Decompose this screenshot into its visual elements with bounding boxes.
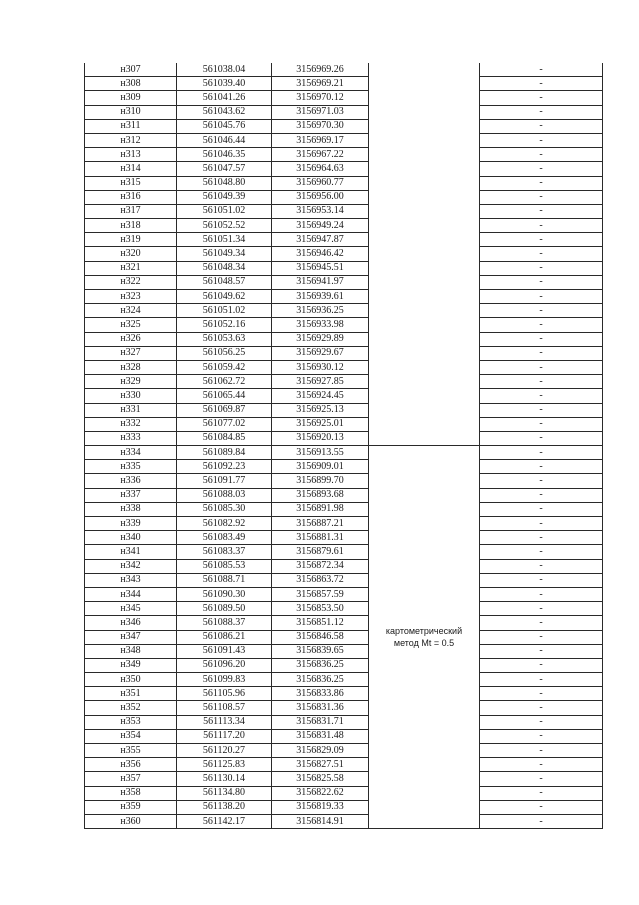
- y-coordinate-cell: 3156846.58: [272, 630, 369, 644]
- table-row: [85, 403, 603, 417]
- y-coordinate-cell: 3156964.63: [272, 162, 369, 176]
- y-coordinate-cell: 3156851.12: [272, 616, 369, 630]
- point-name-cell: н337: [85, 488, 177, 502]
- y-coordinate-cell: 3156929.67: [272, 346, 369, 360]
- point-name-cell: н358: [85, 786, 177, 800]
- y-coordinate-cell: 3156970.12: [272, 91, 369, 105]
- x-coordinate-cell: 561113.34: [177, 715, 272, 729]
- table-row: [85, 673, 603, 687]
- dash-cell: -: [480, 488, 603, 502]
- point-name-cell: н319: [85, 233, 177, 247]
- y-coordinate-cell: 3156831.48: [272, 729, 369, 743]
- point-name-cell: н308: [85, 77, 177, 91]
- x-coordinate-cell: 561082.92: [177, 517, 272, 531]
- table-row: [85, 545, 603, 559]
- point-name-cell: н323: [85, 290, 177, 304]
- x-coordinate-cell: 561125.83: [177, 758, 272, 772]
- y-coordinate-cell: 3156970.30: [272, 119, 369, 133]
- point-name-cell: н326: [85, 332, 177, 346]
- y-coordinate-cell: 3156831.71: [272, 715, 369, 729]
- y-coordinate-cell: 3156930.12: [272, 360, 369, 374]
- dash-cell: -: [480, 119, 603, 133]
- dash-cell: -: [480, 460, 603, 474]
- y-coordinate-cell: 3156887.21: [272, 517, 369, 531]
- table-row: [85, 446, 603, 460]
- y-coordinate-cell: 3156872.34: [272, 559, 369, 573]
- dash-cell: -: [480, 133, 603, 147]
- dash-cell: -: [480, 701, 603, 715]
- x-coordinate-cell: 561045.76: [177, 119, 272, 133]
- x-coordinate-cell: 561051.34: [177, 233, 272, 247]
- point-name-cell: н322: [85, 275, 177, 289]
- x-coordinate-cell: 561091.43: [177, 644, 272, 658]
- dash-cell: -: [480, 332, 603, 346]
- y-coordinate-cell: 3156853.50: [272, 602, 369, 616]
- point-name-cell: н344: [85, 587, 177, 601]
- table-row: [85, 304, 603, 318]
- x-coordinate-cell: 561077.02: [177, 417, 272, 431]
- table-row: [85, 105, 603, 119]
- y-coordinate-cell: 3156881.31: [272, 531, 369, 545]
- dash-cell: -: [480, 275, 603, 289]
- x-coordinate-cell: 561083.49: [177, 531, 272, 545]
- y-coordinate-cell: 3156822.62: [272, 786, 369, 800]
- x-coordinate-cell: 561088.37: [177, 616, 272, 630]
- x-coordinate-cell: 561051.02: [177, 304, 272, 318]
- point-name-cell: н359: [85, 800, 177, 814]
- table-row: [85, 460, 603, 474]
- x-coordinate-cell: 561048.80: [177, 176, 272, 190]
- x-coordinate-cell: 561051.02: [177, 204, 272, 218]
- y-coordinate-cell: 3156971.03: [272, 105, 369, 119]
- y-coordinate-cell: 3156819.33: [272, 800, 369, 814]
- x-coordinate-cell: 561041.26: [177, 91, 272, 105]
- table-row: [85, 715, 603, 729]
- table-row: [85, 119, 603, 133]
- table-row: [85, 190, 603, 204]
- x-coordinate-cell: 561052.52: [177, 219, 272, 233]
- x-coordinate-cell: 561105.96: [177, 687, 272, 701]
- point-name-cell: н332: [85, 417, 177, 431]
- point-name-cell: н340: [85, 531, 177, 545]
- dash-cell: -: [480, 148, 603, 162]
- y-coordinate-cell: 3156969.26: [272, 63, 369, 77]
- y-coordinate-cell: 3156833.86: [272, 687, 369, 701]
- x-coordinate-cell: 561069.87: [177, 403, 272, 417]
- table-row: [85, 375, 603, 389]
- point-name-cell: н343: [85, 573, 177, 587]
- method-text-line: картометрический: [385, 625, 463, 636]
- point-name-cell: н334: [85, 446, 177, 460]
- table-row: [85, 91, 603, 105]
- point-name-cell: н342: [85, 559, 177, 573]
- x-coordinate-cell: 561120.27: [177, 744, 272, 758]
- y-coordinate-cell: 3156936.25: [272, 304, 369, 318]
- point-name-cell: н314: [85, 162, 177, 176]
- point-name-cell: н320: [85, 247, 177, 261]
- x-coordinate-cell: 561117.20: [177, 729, 272, 743]
- dash-cell: -: [480, 233, 603, 247]
- x-coordinate-cell: 561065.44: [177, 389, 272, 403]
- point-name-cell: н325: [85, 318, 177, 332]
- table-row: [85, 644, 603, 658]
- y-coordinate-cell: 3156947.87: [272, 233, 369, 247]
- point-name-cell: н321: [85, 261, 177, 275]
- point-name-cell: н336: [85, 474, 177, 488]
- x-coordinate-cell: 561048.34: [177, 261, 272, 275]
- dash-cell: -: [480, 77, 603, 91]
- dash-cell: -: [480, 431, 603, 445]
- point-name-cell: н348: [85, 644, 177, 658]
- y-coordinate-cell: 3156899.70: [272, 474, 369, 488]
- y-coordinate-cell: 3156945.51: [272, 261, 369, 275]
- table-row: [85, 786, 603, 800]
- y-coordinate-cell: 3156825.58: [272, 772, 369, 786]
- y-coordinate-cell: 3156920.13: [272, 431, 369, 445]
- x-coordinate-cell: 561096.20: [177, 658, 272, 672]
- point-name-cell: н350: [85, 673, 177, 687]
- x-coordinate-cell: 561049.62: [177, 290, 272, 304]
- dash-cell: -: [480, 744, 603, 758]
- x-coordinate-cell: 561099.83: [177, 673, 272, 687]
- point-name-cell: н328: [85, 360, 177, 374]
- point-name-cell: н316: [85, 190, 177, 204]
- table-row: [85, 77, 603, 91]
- dash-cell: -: [480, 786, 603, 800]
- dash-cell: -: [480, 176, 603, 190]
- x-coordinate-cell: 561138.20: [177, 800, 272, 814]
- method-text-line: метод Mt = 0.5: [393, 638, 455, 649]
- y-coordinate-cell: 3156909.01: [272, 460, 369, 474]
- dash-cell: -: [480, 729, 603, 743]
- y-coordinate-cell: 3156925.01: [272, 417, 369, 431]
- point-name-cell: н351: [85, 687, 177, 701]
- table-row: [85, 275, 603, 289]
- y-coordinate-cell: 3156941.97: [272, 275, 369, 289]
- dash-cell: -: [480, 545, 603, 559]
- y-coordinate-cell: 3156967.22: [272, 148, 369, 162]
- x-coordinate-cell: 561062.72: [177, 375, 272, 389]
- dash-cell: -: [480, 474, 603, 488]
- dash-cell: -: [480, 446, 603, 460]
- dash-cell: -: [480, 715, 603, 729]
- table-row: [85, 474, 603, 488]
- point-name-cell: н353: [85, 715, 177, 729]
- table-row: [85, 318, 603, 332]
- x-coordinate-cell: 561085.53: [177, 559, 272, 573]
- table-row: [85, 204, 603, 218]
- dash-cell: -: [480, 687, 603, 701]
- x-coordinate-cell: 561046.44: [177, 133, 272, 147]
- dash-cell: -: [480, 772, 603, 786]
- dash-cell: -: [480, 389, 603, 403]
- point-name-cell: н310: [85, 105, 177, 119]
- dash-cell: -: [480, 105, 603, 119]
- table-row: [85, 814, 603, 828]
- dash-cell: -: [480, 403, 603, 417]
- x-coordinate-cell: 561056.25: [177, 346, 272, 360]
- y-coordinate-cell: 3156829.09: [272, 744, 369, 758]
- table-row: [85, 360, 603, 374]
- table-row: [85, 729, 603, 743]
- point-name-cell: н335: [85, 460, 177, 474]
- y-coordinate-cell: 3156891.98: [272, 502, 369, 516]
- x-coordinate-cell: 561089.84: [177, 446, 272, 460]
- y-coordinate-cell: 3156956.00: [272, 190, 369, 204]
- y-coordinate-cell: 3156827.51: [272, 758, 369, 772]
- table-row: [85, 261, 603, 275]
- x-coordinate-cell: 561049.34: [177, 247, 272, 261]
- point-name-cell: н357: [85, 772, 177, 786]
- dash-cell: -: [480, 190, 603, 204]
- dash-cell: -: [480, 587, 603, 601]
- y-coordinate-cell: 3156969.17: [272, 133, 369, 147]
- point-name-cell: н307: [85, 63, 177, 77]
- y-coordinate-cell: 3156946.42: [272, 247, 369, 261]
- point-name-cell: н346: [85, 616, 177, 630]
- dash-cell: -: [480, 162, 603, 176]
- y-coordinate-cell: 3156836.25: [272, 658, 369, 672]
- point-name-cell: н315: [85, 176, 177, 190]
- dash-cell: -: [480, 204, 603, 218]
- table-row: [85, 658, 603, 672]
- y-coordinate-cell: 3156933.98: [272, 318, 369, 332]
- y-coordinate-cell: 3156969.21: [272, 77, 369, 91]
- point-name-cell: н341: [85, 545, 177, 559]
- y-coordinate-cell: 3156863.72: [272, 573, 369, 587]
- table-row: [85, 573, 603, 587]
- dash-cell: -: [480, 559, 603, 573]
- dash-cell: -: [480, 630, 603, 644]
- dash-cell: -: [480, 517, 603, 531]
- y-coordinate-cell: 3156839.65: [272, 644, 369, 658]
- method-cell-empty: [369, 63, 480, 446]
- table-row: [85, 233, 603, 247]
- table-row: [85, 148, 603, 162]
- table-row: [85, 417, 603, 431]
- dash-cell: -: [480, 573, 603, 587]
- x-coordinate-cell: 561059.42: [177, 360, 272, 374]
- x-coordinate-cell: 561108.57: [177, 701, 272, 715]
- table-row: [85, 219, 603, 233]
- x-coordinate-cell: 561088.71: [177, 573, 272, 587]
- point-name-cell: н317: [85, 204, 177, 218]
- y-coordinate-cell: 3156857.59: [272, 587, 369, 601]
- x-coordinate-cell: 561091.77: [177, 474, 272, 488]
- point-name-cell: н352: [85, 701, 177, 715]
- point-name-cell: н345: [85, 602, 177, 616]
- x-coordinate-cell: 561048.57: [177, 275, 272, 289]
- point-name-cell: н338: [85, 502, 177, 516]
- x-coordinate-cell: 561086.21: [177, 630, 272, 644]
- point-name-cell: н331: [85, 403, 177, 417]
- table-row: [85, 517, 603, 531]
- table-row: [85, 63, 603, 77]
- x-coordinate-cell: 561047.57: [177, 162, 272, 176]
- dash-cell: -: [480, 219, 603, 233]
- x-coordinate-cell: 561130.14: [177, 772, 272, 786]
- point-name-cell: н355: [85, 744, 177, 758]
- point-name-cell: н339: [85, 517, 177, 531]
- point-name-cell: н312: [85, 133, 177, 147]
- y-coordinate-cell: 3156831.36: [272, 701, 369, 715]
- y-coordinate-cell: 3156939.61: [272, 290, 369, 304]
- x-coordinate-cell: 561084.85: [177, 431, 272, 445]
- dash-cell: -: [480, 644, 603, 658]
- table-row: [85, 701, 603, 715]
- table-row: [85, 431, 603, 445]
- y-coordinate-cell: 3156836.25: [272, 673, 369, 687]
- dash-cell: -: [480, 417, 603, 431]
- point-name-cell: н356: [85, 758, 177, 772]
- table-row: [85, 502, 603, 516]
- dash-cell: -: [480, 261, 603, 275]
- y-coordinate-cell: 3156913.55: [272, 446, 369, 460]
- point-name-cell: н347: [85, 630, 177, 644]
- table-row: [85, 290, 603, 304]
- point-name-cell: н329: [85, 375, 177, 389]
- dash-cell: -: [480, 758, 603, 772]
- table-row: [85, 559, 603, 573]
- coordinates-table: [84, 63, 603, 829]
- table-row: [85, 332, 603, 346]
- x-coordinate-cell: 561085.30: [177, 502, 272, 516]
- table-row: [85, 758, 603, 772]
- table-row: [85, 587, 603, 601]
- x-coordinate-cell: 561090.30: [177, 587, 272, 601]
- x-coordinate-cell: 561038.04: [177, 63, 272, 77]
- table-row: [85, 616, 603, 630]
- table-row: [85, 247, 603, 261]
- dash-cell: -: [480, 602, 603, 616]
- y-coordinate-cell: 3156960.77: [272, 176, 369, 190]
- dash-cell: -: [480, 247, 603, 261]
- point-name-cell: н324: [85, 304, 177, 318]
- table-row: [85, 488, 603, 502]
- point-name-cell: н333: [85, 431, 177, 445]
- method-cell: [369, 446, 480, 829]
- x-coordinate-cell: 561142.17: [177, 814, 272, 828]
- x-coordinate-cell: 561088.03: [177, 488, 272, 502]
- table-row: [85, 346, 603, 360]
- point-name-cell: н311: [85, 119, 177, 133]
- y-coordinate-cell: 3156924.45: [272, 389, 369, 403]
- point-name-cell: н349: [85, 658, 177, 672]
- point-name-cell: н313: [85, 148, 177, 162]
- dash-cell: -: [480, 800, 603, 814]
- dash-cell: -: [480, 318, 603, 332]
- point-name-cell: н309: [85, 91, 177, 105]
- table-row: [85, 531, 603, 545]
- dash-cell: -: [480, 616, 603, 630]
- dash-cell: -: [480, 91, 603, 105]
- dash-cell: -: [480, 63, 603, 77]
- y-coordinate-cell: 3156953.14: [272, 204, 369, 218]
- table-row: [85, 133, 603, 147]
- table-row: [85, 389, 603, 403]
- dash-cell: -: [480, 673, 603, 687]
- coordinates-table-body: [85, 63, 603, 829]
- y-coordinate-cell: 3156929.89: [272, 332, 369, 346]
- x-coordinate-cell: 561049.39: [177, 190, 272, 204]
- y-coordinate-cell: 3156925.13: [272, 403, 369, 417]
- point-name-cell: н330: [85, 389, 177, 403]
- y-coordinate-cell: 3156949.24: [272, 219, 369, 233]
- x-coordinate-cell: 561134.80: [177, 786, 272, 800]
- table-row: [85, 744, 603, 758]
- dash-cell: -: [480, 360, 603, 374]
- dash-cell: -: [480, 346, 603, 360]
- table-row: [85, 176, 603, 190]
- y-coordinate-cell: 3156927.85: [272, 375, 369, 389]
- table-row: [85, 162, 603, 176]
- table-row: [85, 687, 603, 701]
- point-name-cell: н327: [85, 346, 177, 360]
- table-row: [85, 630, 603, 644]
- table-row: [85, 772, 603, 786]
- point-name-cell: н360: [85, 814, 177, 828]
- x-coordinate-cell: 561092.23: [177, 460, 272, 474]
- x-coordinate-cell: 561043.62: [177, 105, 272, 119]
- dash-cell: -: [480, 658, 603, 672]
- point-name-cell: н354: [85, 729, 177, 743]
- table-row: [85, 602, 603, 616]
- dash-cell: -: [480, 531, 603, 545]
- x-coordinate-cell: 561039.40: [177, 77, 272, 91]
- x-coordinate-cell: 561053.63: [177, 332, 272, 346]
- y-coordinate-cell: 3156814.91: [272, 814, 369, 828]
- dash-cell: -: [480, 814, 603, 828]
- dash-cell: -: [480, 304, 603, 318]
- x-coordinate-cell: 561083.37: [177, 545, 272, 559]
- dash-cell: -: [480, 290, 603, 304]
- y-coordinate-cell: 3156879.61: [272, 545, 369, 559]
- x-coordinate-cell: 561089.50: [177, 602, 272, 616]
- table-row: [85, 800, 603, 814]
- dash-cell: -: [480, 502, 603, 516]
- x-coordinate-cell: 561052.16: [177, 318, 272, 332]
- dash-cell: -: [480, 375, 603, 389]
- point-name-cell: н318: [85, 219, 177, 233]
- x-coordinate-cell: 561046.35: [177, 148, 272, 162]
- y-coordinate-cell: 3156893.68: [272, 488, 369, 502]
